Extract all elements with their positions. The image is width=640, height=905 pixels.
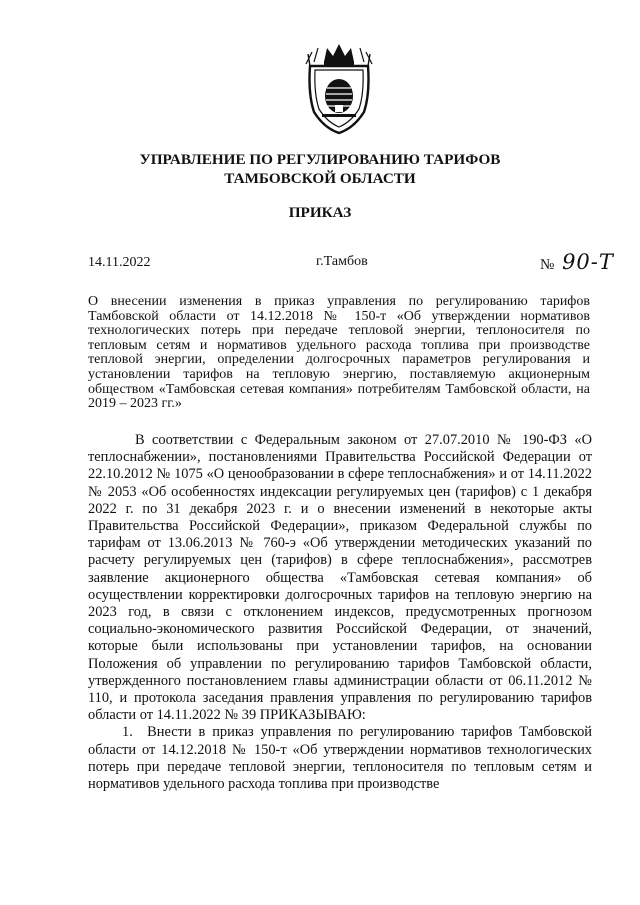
- handwritten-number: 90-Т: [562, 250, 614, 274]
- document-date: 14.11.2022: [88, 255, 151, 270]
- order-item-1: 1. Внести в приказ управления по регулированию тарифов Тамбовской области от 14.12.2018 № 150-т «Об утверждении нормативов технологических потерь при передаче тепловой энергии, теплоносителя по тепловым сетям и нормативов удельного расхода топлива при производстве: [88, 724, 592, 793]
- coat-of-arms-emblem: [300, 42, 378, 136]
- org-line-1: УПРАВЛЕНИЕ ПО РЕГУЛИРОВАНИЮ ТАРИФОВ: [139, 151, 501, 168]
- org-line-2: ТАМБОВСКОЙ ОБЛАСТИ: [224, 170, 416, 187]
- number-label: №: [540, 257, 555, 273]
- document-city: г.Тамбов: [316, 254, 368, 269]
- document-subject: О внесении изменения в приказ управления по регулированию тарифов Тамбовской области от 14.12.2018 № 150-т «Об утверждении нормативов технологических потерь при передаче тепловой энергии, теплоносителя по тепловым сетям и нормативов удельного расхода топлива при производстве тепловой энергии, определении долгосрочных параметров регулирования и установлении тарифов на тепловую энергию, поставляемую акционерным обществом «Тамбовская сетевая компания» потребителям Тамбовской области, на 2019 – 2023 гг.»: [88, 294, 590, 412]
- preamble-paragraph: В соответствии с Федеральным законом от 27.07.2010 № 190-ФЗ «О теплоснабжении», постановлениями Правительства Российской Федерации от 22.10.2012 № 1075 «О ценообразовании в сфере теплоснабжения» и от 14.11.2022 № 2053 «Об особенностях индексации регулируемых цен (тарифов) с 1 декабря 2022 г. по 31 декабря 2023 г. и о внесении изменений в некоторые акты Правительства Российской Федерации», приказом Федеральной службы по тарифам от 13.06.2013 № 760-э «Об утверждении методических указаний по расчету регулируемых цен (тарифов) в сфере теплоснабжения», рассмотрев заявление акционерного общества «Тамбовская сетевая компания» об осуществлении корректировки долгосрочных тарифов на тепловую энергию на 2023 год, в связи с отклонением индексов, предусмотренных прогнозом социально-экономического развития Российской Федерации, от значений, которые были использованы при установлении тарифов, на основании Положения об управлении по регулированию тарифов Тамбовской области, утвержденного постановлением главы администрации области от 06.11.2012 № 110, и протокола заседания правления управления по регулированию тарифов области от 14.11.2022 № 39 ПРИКАЗЫВАЮ:: [88, 432, 592, 724]
- document-type: ПРИКАЗ: [288, 204, 352, 221]
- document-number: [540, 250, 614, 274]
- document-body: [88, 432, 592, 793]
- organization-name: [0, 150, 640, 188]
